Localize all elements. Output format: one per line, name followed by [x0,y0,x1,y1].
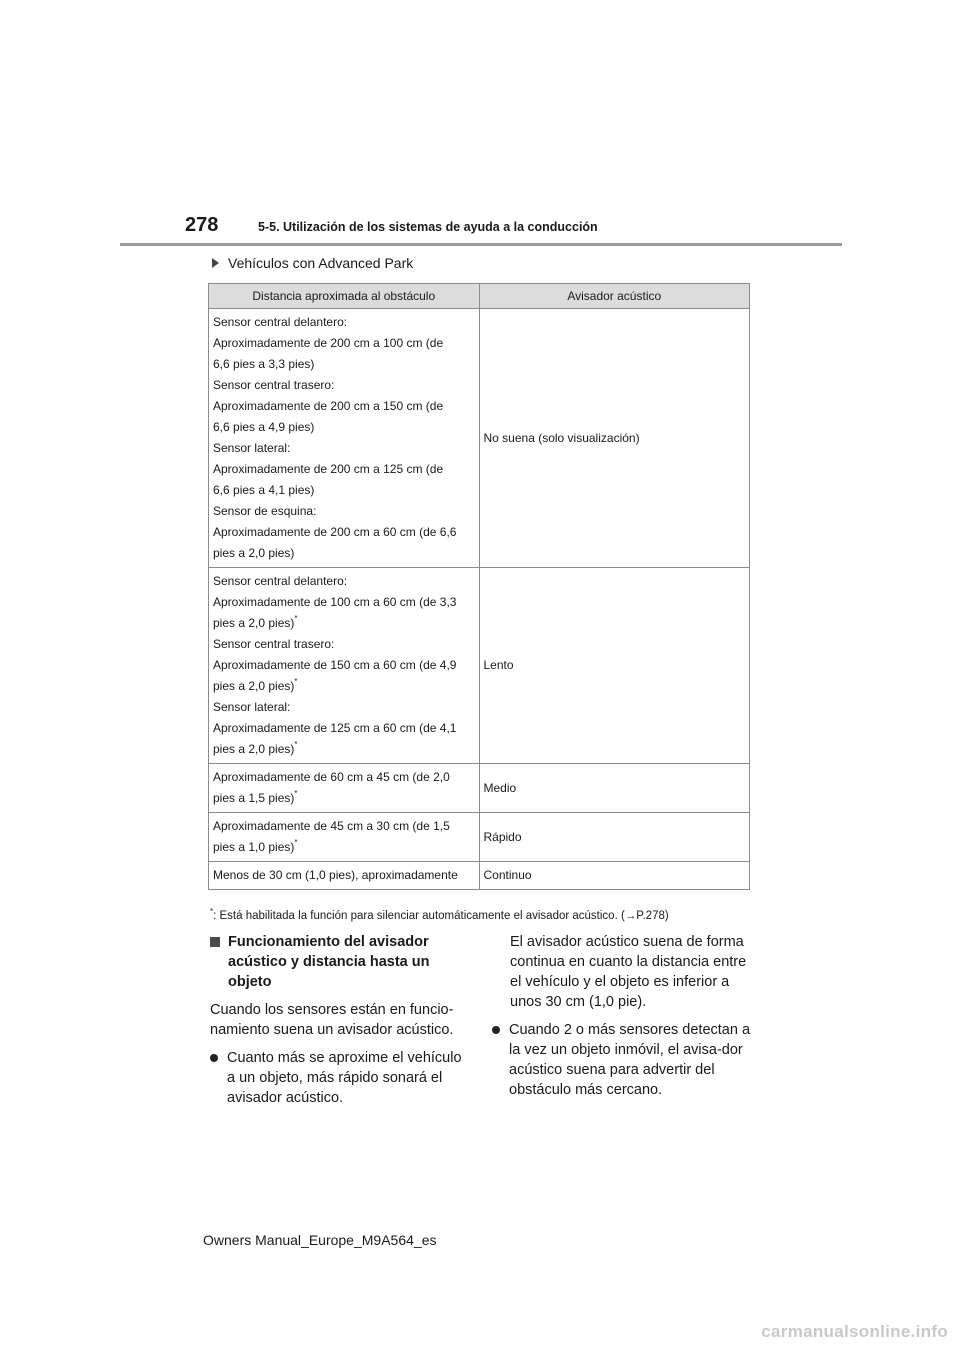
footnote-ref: * [294,789,298,798]
distance-line [213,788,475,809]
footnote [210,907,669,922]
list-item [210,1048,472,1108]
subsection-heading-text: Funcionamiento del avisador acústico y distancia hasta un objeto [228,934,430,990]
distance-line [213,718,475,739]
watermark: carmanualsonline.info [761,1322,948,1341]
distance-line [213,480,475,501]
distance-line [213,333,475,354]
distance-line-text: 6,6 pies a 4,9 pies) [213,420,315,434]
distance-line [213,837,475,858]
footnote-ref: * [294,677,298,686]
distance-line-text: Sensor central trasero: [213,378,335,392]
bullet-dot-icon [210,1054,218,1062]
distance-line [213,571,475,592]
distance-line-text: pies a 1,0 pies) [213,840,295,854]
distance-line [213,655,475,676]
table-body [209,309,750,890]
distance-line-text: Aproximadamente de 200 cm a 100 cm (de [213,336,444,350]
continuation-paragraph: El avisador acústico suena de forma continua en cuanto la distancia entre el vehículo y el objeto es inferior a unos 30 cm (1,0 pie). [510,934,747,1010]
distance-line [213,697,475,718]
triangle-bullet-icon [212,258,219,268]
table-row [209,764,750,813]
footnote-ref: * [294,740,298,749]
distance-line-text: Sensor central delantero: [213,315,348,329]
table-header-distance: Distancia aproximada al obstáculo [209,284,480,309]
table-row [209,813,750,862]
distance-line [213,676,475,697]
distance-line-text: Sensor de esquina: [213,504,317,518]
distance-line [213,354,475,375]
table-row [209,862,750,890]
list-item-text: Cuanto más se aproxime el vehículo a un objeto, más rápido sonará el avisador acústico. [227,1050,462,1106]
distance-line-text: Aproximadamente de 100 cm a 60 cm (de 3,3 [213,595,457,609]
distance-cell [209,764,480,813]
footer-doc-id: Owners Manual_Europe_M9A564_es [203,1232,437,1248]
table-row [209,568,750,764]
distance-line-text: pies a 2,0 pies) [213,546,295,560]
distance-line [213,459,475,480]
intro-paragraph: Cuando los sensores están en funcio-namiento suena un avisador acústico. [210,1002,454,1038]
subheading-text: Vehículos con Advanced Park [228,255,414,271]
distance-cell [209,813,480,862]
distance-line-text: Sensor lateral: [213,700,291,714]
distance-line [213,522,475,543]
list-item [492,1020,754,1100]
distance-line-text: pies a 2,0 pies) [213,679,295,693]
buzzer-cell: No suena (solo visualización) [479,309,750,568]
header-rule [120,243,842,246]
distance-line-text: Sensor lateral: [213,441,291,455]
subsection-heading [210,932,472,992]
distance-line [213,501,475,522]
buzzer-distance-table [208,283,750,890]
distance-line [213,634,475,655]
distance-line-text: Sensor central delantero: [213,574,348,588]
distance-line [213,767,475,788]
distance-line-text: Aproximadamente de 200 cm a 125 cm (de [213,462,444,476]
distance-line [213,543,475,564]
square-bullet-icon [210,937,220,947]
distance-line [213,396,475,417]
distance-line-text: Sensor central trasero: [213,637,335,651]
list-item-text: Cuando 2 o más sensores detectan a la vez un objeto inmóvil, el avisa-dor acústico suena para advertir del obstáculo más cercano. [509,1022,751,1098]
distance-cell [209,862,480,890]
right-column [492,932,754,1108]
footnote-ref: * [294,614,298,623]
section-title: 5-5. Utilización de los sistemas de ayuda a la conducción [258,220,598,234]
distance-line [213,417,475,438]
footnote-marker: * [210,907,214,916]
table-header-row [209,284,750,309]
footnote-text: : Está habilitada la función para silenciar automáticamente el avisador acústico. (→P.278) [213,910,669,922]
distance-line-text: pies a 2,0 pies) [213,742,295,756]
subheading [212,255,413,271]
buzzer-cell: Continuo [479,862,750,890]
distance-line-text: Aproximadamente de 60 cm a 45 cm (de 2,0 [213,770,450,784]
distance-line [213,312,475,333]
distance-line [213,816,475,837]
distance-line-text: 6,6 pies a 3,3 pies) [213,357,315,371]
distance-line-text: Aproximadamente de 45 cm a 30 cm (de 1,5 [213,819,450,833]
distance-line-text: Aproximadamente de 125 cm a 60 cm (de 4,1 [213,721,457,735]
buzzer-cell: Medio [479,764,750,813]
table-header-buzzer: Avisador acústico [479,284,750,309]
distance-line-text: Aproximadamente de 200 cm a 60 cm (de 6,6 [213,525,457,539]
distance-line [213,865,475,886]
distance-line [213,592,475,613]
distance-cell [209,568,480,764]
distance-line-text: 6,6 pies a 4,1 pies) [213,483,315,497]
distance-line-text: pies a 2,0 pies) [213,616,295,630]
distance-line-text: Aproximadamente de 150 cm a 60 cm (de 4,9 [213,658,457,672]
distance-line [213,375,475,396]
left-column [210,932,472,1116]
distance-cell [209,309,480,568]
distance-line-text: pies a 1,5 pies) [213,791,295,805]
page-number: 278 [185,214,219,236]
distance-line [213,739,475,760]
buzzer-cell: Lento [479,568,750,764]
distance-line [213,613,475,634]
distance-line [213,438,475,459]
bullet-dot-icon [492,1026,500,1034]
distance-line-text: Menos de 30 cm (1,0 pies), aproximadamente [213,868,458,882]
footnote-ref: * [294,838,298,847]
distance-line-text: Aproximadamente de 200 cm a 150 cm (de [213,399,444,413]
buzzer-cell: Rápido [479,813,750,862]
table-row [209,309,750,568]
